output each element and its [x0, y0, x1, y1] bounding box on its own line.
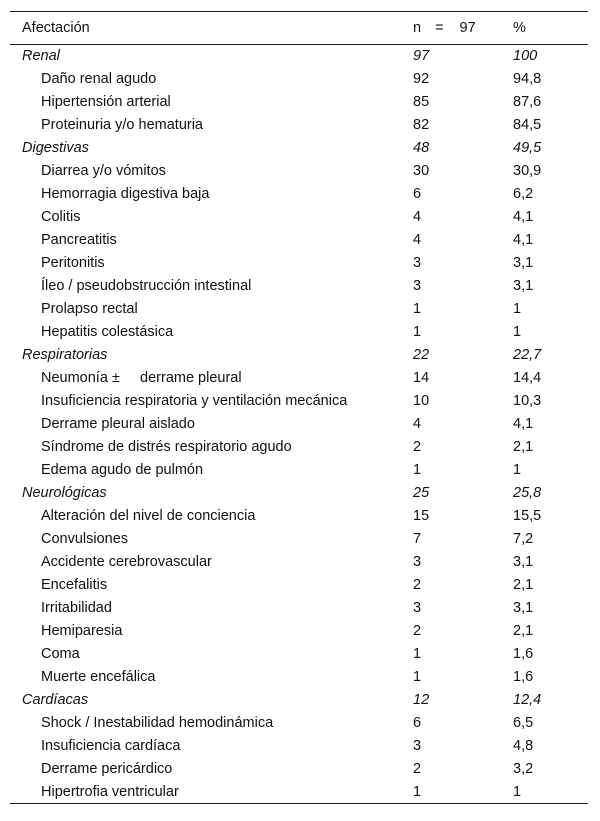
- affection-label: Hipertrofia ventricular: [41, 783, 179, 800]
- count-cell: 4: [413, 209, 422, 225]
- count-cell: 4: [413, 416, 422, 432]
- affection-label: Hipertensión arterial: [41, 94, 171, 110]
- count-cell: 6: [413, 715, 422, 731]
- percent-cell: 4,1: [513, 232, 534, 248]
- percent-cell: 10,3: [513, 393, 542, 409]
- affection-label: Hemiparesia: [41, 623, 123, 639]
- header-row: [10, 12, 588, 45]
- count-cell: 12: [413, 692, 430, 708]
- table-row: [10, 206, 588, 229]
- count-cell: 1: [413, 669, 422, 685]
- category-row: [10, 45, 588, 68]
- affection-label: Prolapso rectal: [41, 301, 138, 317]
- category-row: [10, 137, 588, 160]
- category-label: Neurológicas: [22, 485, 107, 501]
- table-row: [10, 505, 588, 528]
- affection-label: Convulsiones: [41, 531, 129, 547]
- count-cell: 1: [413, 462, 422, 478]
- percent-cell: 3,1: [513, 600, 534, 616]
- percent-cell: 4,1: [513, 416, 534, 432]
- percent-cell: 2,1: [513, 577, 534, 593]
- percent-cell: 12,4: [513, 692, 542, 708]
- percent-cell: 3,2: [513, 761, 534, 777]
- percent-cell: 4,8: [513, 738, 534, 754]
- count-cell: 2: [413, 577, 422, 593]
- header-affection: Afectación: [22, 20, 90, 36]
- percent-cell: 6,2: [513, 186, 534, 202]
- percent-cell: 6,5: [513, 715, 534, 731]
- affection-label: Colitis: [41, 209, 81, 225]
- count-cell: 25: [413, 485, 430, 501]
- count-cell: 6: [413, 186, 422, 202]
- table-row: [10, 298, 588, 321]
- count-cell: 97: [413, 48, 430, 65]
- table-row: [10, 758, 588, 781]
- affection-label: Proteinuria y/o hematuria: [41, 117, 203, 133]
- category-row: [10, 344, 588, 367]
- percent-cell: 3,1: [513, 554, 534, 570]
- category-label: Digestivas: [22, 140, 89, 156]
- percent-cell: 1: [513, 324, 522, 340]
- affection-label: Muerte encefálica: [41, 669, 156, 685]
- table-row: [10, 321, 588, 344]
- table-row: [10, 160, 588, 183]
- table-row: [10, 459, 588, 482]
- count-cell: 2: [413, 439, 422, 455]
- count-cell: 3: [413, 738, 422, 754]
- table-row: [10, 781, 588, 804]
- header-percent: %: [513, 20, 526, 36]
- affection-label: Coma: [41, 646, 80, 662]
- percent-cell: 22,7: [513, 347, 542, 363]
- count-cell: 2: [413, 623, 422, 639]
- percent-cell: 1: [513, 462, 522, 478]
- affection-label: Íleo / pseudobstrucción intestinal: [41, 278, 252, 294]
- count-cell: 82: [413, 117, 430, 133]
- affection-label: Síndrome de distrés respiratorio agudo: [41, 439, 292, 455]
- count-cell: 30: [413, 163, 430, 179]
- percent-cell: 25,8: [513, 485, 542, 501]
- table-row: [10, 735, 588, 758]
- affection-label: Daño renal agudo: [41, 71, 157, 87]
- affection-label: Pancreatitis: [41, 232, 117, 248]
- count-cell: 3: [413, 278, 422, 294]
- percent-cell: 3,1: [513, 255, 534, 271]
- affection-table: [10, 11, 588, 804]
- percent-cell: 100: [513, 48, 538, 65]
- table-row: [10, 666, 588, 689]
- percent-cell: 30,9: [513, 163, 542, 179]
- category-row: [10, 482, 588, 505]
- category-label: Respiratorias: [22, 347, 108, 363]
- percent-cell: 1: [513, 783, 522, 800]
- header-n-label: n: [413, 20, 422, 36]
- table-row: [10, 528, 588, 551]
- category-row: [10, 689, 588, 712]
- percent-cell: 15,5: [513, 508, 542, 524]
- affection-label: Neumonía ± derrame pleural: [41, 370, 242, 386]
- percent-cell: 4,1: [513, 209, 534, 225]
- affection-table-container: [10, 11, 588, 804]
- affection-label: Peritonitis: [41, 255, 105, 271]
- affection-label: Hemorragia digestiva baja: [41, 186, 210, 202]
- percent-cell: 1,6: [513, 669, 534, 685]
- percent-cell: 2,1: [513, 439, 534, 455]
- count-cell: 14: [413, 370, 430, 386]
- count-cell: 15: [413, 508, 430, 524]
- table-row: [10, 620, 588, 643]
- percent-cell: 87,6: [513, 94, 542, 110]
- affection-label: Diarrea y/o vómitos: [41, 163, 166, 179]
- table-row: [10, 551, 588, 574]
- count-cell: 4: [413, 232, 422, 248]
- count-cell: 48: [413, 140, 430, 156]
- table-row: [10, 643, 588, 666]
- table-row: [10, 91, 588, 114]
- count-cell: 2: [413, 761, 422, 777]
- count-cell: 85: [413, 94, 430, 110]
- affection-label: Irritabilidad: [41, 600, 112, 616]
- table-row: [10, 390, 588, 413]
- affection-label: Derrame pericárdico: [41, 761, 173, 777]
- percent-cell: 7,2: [513, 531, 534, 547]
- table-row: [10, 68, 588, 91]
- table-row: [10, 597, 588, 620]
- table-row: [10, 436, 588, 459]
- affection-label: Edema agudo de pulmón: [41, 462, 204, 478]
- affection-label: Alteración del nivel de conciencia: [41, 508, 256, 524]
- count-cell: 1: [413, 301, 422, 317]
- affection-label: Derrame pleural aislado: [41, 416, 195, 432]
- percent-cell: 14,4: [513, 370, 542, 386]
- count-cell: 3: [413, 554, 422, 570]
- count-cell: 1: [413, 324, 422, 340]
- percent-cell: 1,6: [513, 646, 534, 662]
- table-row: [10, 574, 588, 597]
- header-n: [413, 12, 513, 45]
- affection-label: Encefalitis: [41, 577, 108, 593]
- table-row: [10, 114, 588, 137]
- percent-cell: 3,1: [513, 278, 534, 294]
- table-row: [10, 252, 588, 275]
- affection-label: Insuficiencia respiratoria y ventilación mecánica: [41, 393, 348, 409]
- header-n-value: 97: [459, 20, 476, 36]
- affection-label: Accidente cerebrovascular: [41, 554, 212, 570]
- category-label: Renal: [22, 48, 60, 65]
- percent-cell: 94,8: [513, 71, 542, 87]
- count-cell: 22: [413, 347, 430, 363]
- table-header: [10, 12, 588, 45]
- count-cell: 7: [413, 531, 422, 547]
- count-cell: 92: [413, 71, 430, 87]
- table-row: [10, 275, 588, 298]
- affection-label: Shock / Inestabilidad hemodinámica: [41, 715, 274, 731]
- affection-label: Insuficiencia cardíaca: [41, 738, 181, 754]
- count-cell: 3: [413, 600, 422, 616]
- percent-cell: 84,5: [513, 117, 542, 133]
- table-row: [10, 413, 588, 436]
- category-label: Cardíacas: [22, 692, 89, 708]
- percent-cell: 49,5: [513, 140, 542, 156]
- table-row: [10, 183, 588, 206]
- affection-label: Hepatitis colestásica: [41, 324, 174, 340]
- count-cell: 1: [413, 783, 422, 800]
- count-cell: 10: [413, 393, 430, 409]
- percent-cell: 2,1: [513, 623, 534, 639]
- percent-cell: 1: [513, 301, 522, 317]
- table-body: [10, 45, 588, 804]
- count-cell: 3: [413, 255, 422, 271]
- count-cell: 1: [413, 646, 422, 662]
- table-row: [10, 229, 588, 252]
- header-n-eq: =: [435, 20, 444, 36]
- table-row: [10, 712, 588, 735]
- table-row: [10, 367, 588, 390]
